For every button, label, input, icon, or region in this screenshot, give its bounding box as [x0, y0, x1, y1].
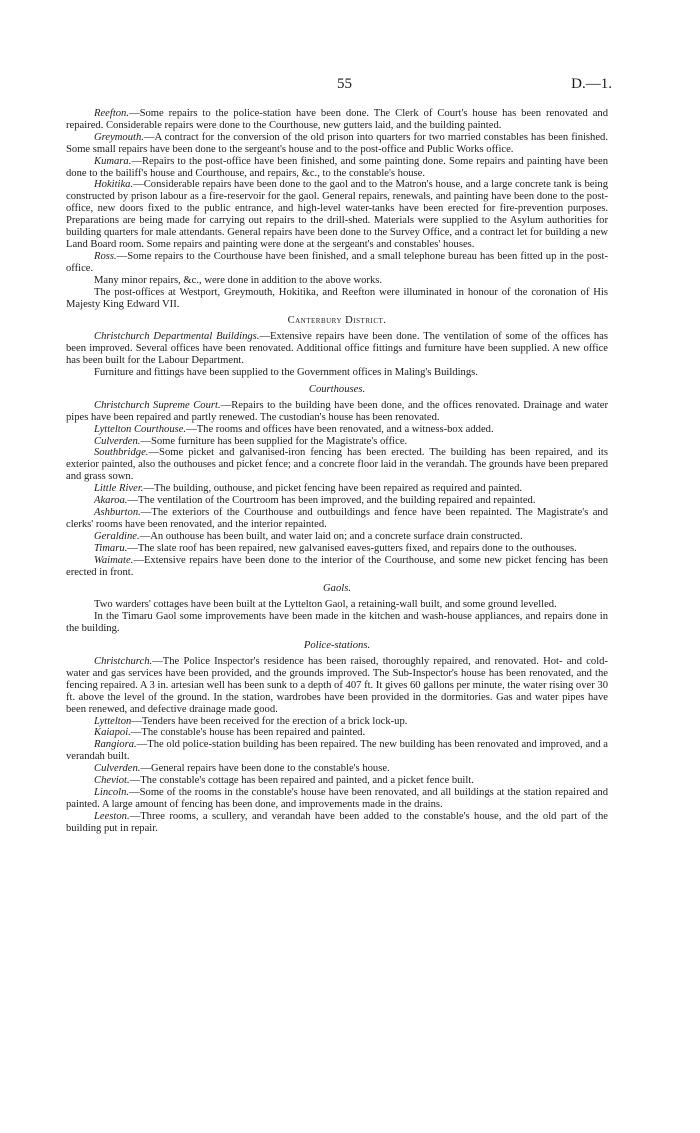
place-name: Timaru. [94, 542, 128, 554]
paragraph-text: —Some picket and galvanised-iron fencing has been erected. The building has been repaired, and its exterior painted, also the outhouses and picket fence; and a concrete floor laid in the verandah. The grounds have been prepared and grass sown. [66, 447, 608, 483]
paragraph-text: —Some repairs to the Courthouse have been finished, and a small telephone bureau has been fitted up in the post-office. [66, 250, 608, 274]
paragraph-text: —The old police-station building has been repaired. The new building has been renovated and improved, and a verandah built. [66, 739, 608, 763]
paragraph-text: —Three rooms, a scullery, and verandah have been added to the constable's house, and the old part of the building put in repair. [66, 810, 608, 834]
place-name: Little River. [94, 483, 144, 495]
paragraph-courthouse [66, 495, 608, 507]
paragraph-police [66, 716, 608, 728]
paragraph-courthouse [66, 543, 608, 555]
paragraph-text: —The constable's house has been repaired and painted. [130, 727, 366, 739]
paragraph-text: —General repairs have been done to the constable's house. [140, 763, 390, 775]
place-name: Southbridge. [94, 447, 149, 459]
paragraph-text: —The rooms and offices have been renovated, and a witness-box added. [186, 423, 494, 435]
place-name: Akaroa. [94, 495, 128, 507]
paragraph-maling: Furniture and fittings have been supplied to the Government offices in Maling's Buildings. [94, 367, 478, 379]
place-name: Geraldine. [94, 530, 140, 542]
subheading-courthouses: Courthouses. [308, 383, 366, 395]
paragraph-text: —The exteriors of the Courthouse and outbuildings and fence have been repainted. The Magistrate's and clerks' rooms have been renovated, and the interior repainted. [66, 507, 608, 530]
paragraph-courthouse [66, 531, 608, 543]
page-body [66, 108, 608, 835]
paragraph-police [66, 775, 608, 787]
section-heading-canterbury: Canterbury District. [287, 315, 387, 327]
place-name: Hokitika. [94, 179, 134, 191]
paragraph-departmental [66, 331, 608, 367]
paragraph-ross [66, 251, 608, 275]
place-name: Reefton. [94, 108, 130, 119]
paragraph-text: —The slate roof has been repaired, new galvanised eaves-gutters fixed, and repairs done to the outhouses. [127, 542, 577, 554]
paragraph-police [66, 727, 608, 739]
paragraph-coronation: The post-offices at Westport, Greymouth, Hokitika, and Reefton were illuminated in honour of the coronation of His Majesty King Edward VII. [66, 286, 608, 310]
place-name: Waimate. [94, 554, 134, 566]
place-name: Leeston. [94, 810, 130, 822]
place-name: Lyttelton Courthouse. [94, 423, 187, 435]
paragraph-courthouse [66, 555, 608, 579]
paragraph-courthouse [66, 400, 608, 424]
paragraph-text: —An outhouse has been built, and water laid on; and a concrete surface drain constructed. [139, 530, 523, 542]
paragraph-police [66, 787, 608, 811]
place-name: Kumara. [94, 155, 132, 167]
page-header [0, 76, 700, 100]
place-name: Christchurch. [94, 655, 153, 667]
paragraph-courthouse [66, 436, 608, 448]
paragraph-reefton [66, 108, 608, 132]
paragraph-courthouse [66, 447, 608, 483]
paragraph-text: —Some furniture has been supplied for the Magistrate's office. [140, 435, 408, 447]
paragraph-courthouse [66, 483, 608, 495]
place-name: Rangiora. [94, 739, 137, 751]
paragraph-police [66, 656, 608, 716]
place-name: Culverden. [94, 435, 141, 447]
place-name: Lyttelton [94, 715, 132, 727]
paragraph-text: —Considerable repairs have been done to the gaol and to the Matron's house, and a large concrete tank is being constructed by prison labour as a fire-reservoir for the gaol. General repairs, renewals, and painting have been done to the post-office, new doors fixed to the public entrance, and high-level water-tanks have been erected for fire-prevention purposes. Preparations are being made for carrying out repairs to the drill-shed. Materials were supplied to the Asylum authorities for building quarters for male attendants. General repairs have been done to the Survey Office, and a contract let for building a new Land Board room. Some repairs and painting were done at the sergeant's and constables' houses. [66, 179, 608, 250]
place-name: Christchurch Supreme Court. [94, 399, 221, 411]
paragraph-greymouth [66, 132, 608, 156]
paragraph-text: —Some of the rooms in the constable's house have been renovated, and all buildings at the station repaired and painted. A large amount of fencing has been done, and improvements made in the drains. [66, 786, 608, 810]
place-name: Ross. [94, 250, 117, 262]
paragraph-text: —Some repairs to the police-station have been done. The Clerk of Court's house has been renovated and repaired. Considerable repairs were done to the Courthouse, new gutters laid, and the building painted. [66, 108, 608, 131]
paragraph-text: —The building, outhouse, and picket fencing have been repaired as required and painted. [143, 483, 523, 495]
place-name: Greymouth. [94, 131, 144, 143]
subheading-police-stations: Police-stations. [303, 640, 371, 652]
paragraph-text: —Extensive repairs have been done to the interior of the Courthouse, and some new picket fencing has been erected in front. [66, 554, 608, 578]
paragraph-text: —The ventilation of the Courtroom has been improved, and the building repaired and repainted. [127, 495, 536, 507]
paragraph-text: —Extensive repairs have been done. The ventilation of some of the offices has been improved. Several offices have been renovated. Additional office fittings and furniture have been supplied. A new office has been built for the Labour Department. [66, 331, 608, 367]
paragraph-text: —The constable's cottage has been repaired and painted, and a picket fence built. [129, 775, 474, 787]
paragraph-text: —Repairs to the building have been done, and the offices renovated. Drainage and water pipes have been repaired and partly renewed. The custodian's house has been renovated. [66, 399, 608, 423]
paragraph-kumara [66, 156, 608, 180]
paragraph-text: —A contract for the conversion of the old prison into quarters for two married constables has been finished. Some small repairs have been done to the sergeant's house and to the post-office and Public Works office. [66, 131, 608, 155]
paragraph-minor-repairs: Many minor repairs, &c., were done in addition to the above works. [94, 274, 383, 286]
place-name: Culverden. [94, 763, 141, 775]
place-name: Ashburton. [94, 507, 141, 518]
paragraph-gaol: In the Timaru Gaol some improvements have been made in the kitchen and wash-house appliances, and repairs done in the building. [66, 611, 608, 635]
paragraph-police [66, 739, 608, 763]
place-name: Lincoln. [94, 786, 130, 798]
paragraph-courthouse [66, 507, 608, 531]
place-name: Kaiapoi. [94, 727, 131, 739]
paragraph-gaol: Two warders' cottages have been built at the Lyttelton Gaol, a retaining-wall built, and some ground levelled. [94, 599, 557, 611]
paragraph-courthouse [66, 424, 608, 436]
place-name: Christchurch Departmental Buildings. [94, 331, 260, 343]
page-number: 55 [337, 76, 352, 92]
paragraph-text: —Tenders have been received for the erection of a brick lock-up. [131, 715, 408, 727]
paragraph-text: —Repairs to the post-office have been finished, and some painting done. Some repairs and painting have been done to the bailiff's house and Courthouse, and repairs, &c., to the constable's house. [66, 155, 608, 179]
paragraph-text: —The Police Inspector's residence has been raised, thoroughly repaired, and renovated. Hot- and cold-water and gas services have been provided, and the grounds improved. The Sub-Inspector's house has been renovated, and the fencing repaired. A 3 in. artesian well has been sunk to a depth of 407 ft. It gives 60 gallons per minute, the water rising over 30 ft. above the level of the ground. In the station, wardrobes have been provided in the dormitories. Gas and water pipes have been renewed, and defective drainage made good. [66, 655, 608, 715]
document-reference: D.—1. [571, 76, 612, 92]
subheading-gaols: Gaols. [323, 583, 351, 595]
place-name: Cheviot. [94, 775, 130, 787]
paragraph-hokitika [66, 179, 608, 250]
paragraph-police [66, 811, 608, 835]
paragraph-police [66, 763, 608, 775]
